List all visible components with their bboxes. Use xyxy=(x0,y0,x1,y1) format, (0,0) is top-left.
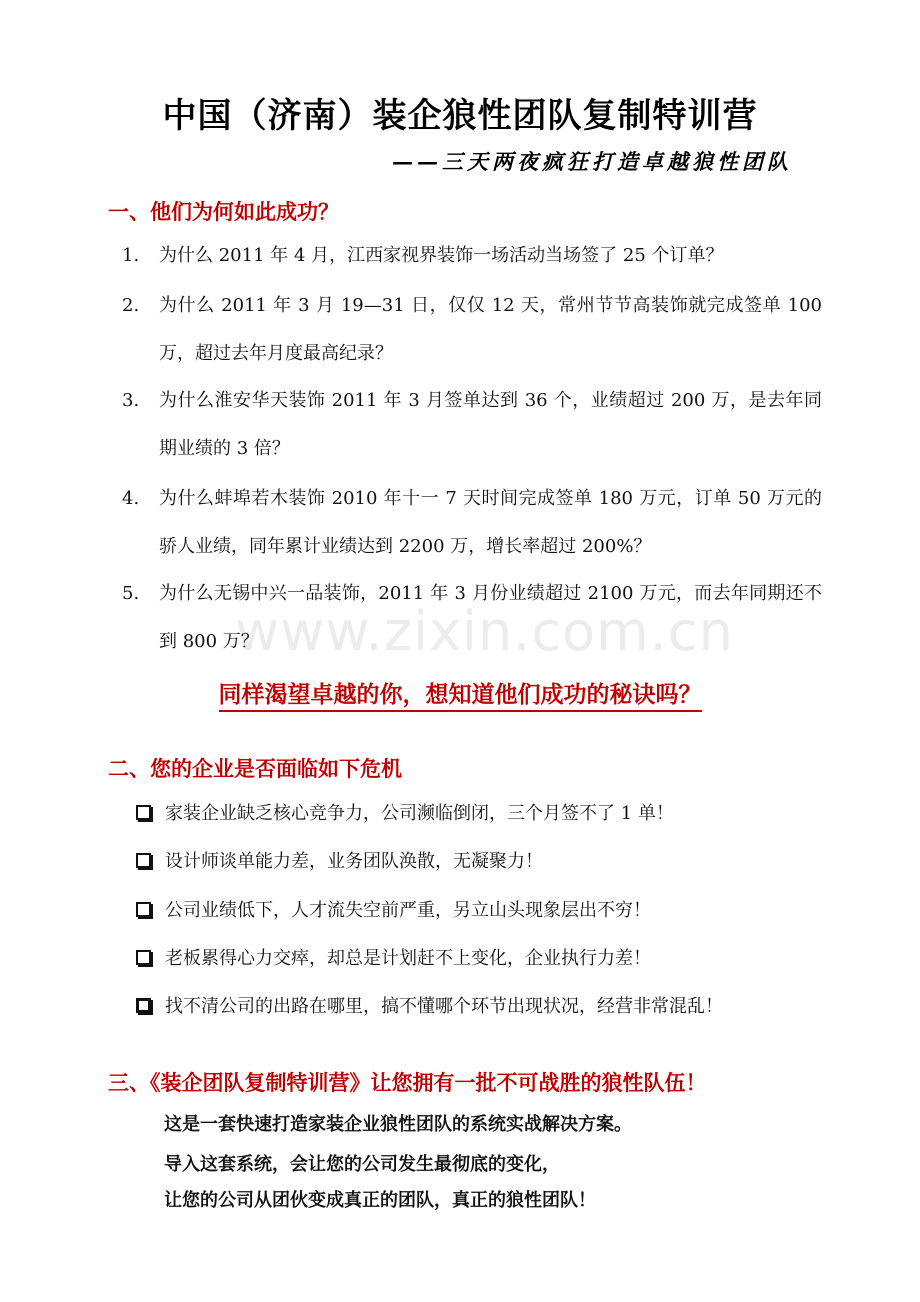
question-text: 为什么无锡中兴一品装饰，2011 年 3 月份业绩超过 2100 万元，而去年同期还不到 800 万？ xyxy=(159,583,822,652)
question-number: 5. xyxy=(122,583,140,604)
question-item-1 xyxy=(122,232,822,280)
closing-line-3: 让您的公司从团伙变成真正的团队，真正的狼性团队！ xyxy=(164,1190,596,1211)
checkbox-icon xyxy=(136,853,151,868)
crisis-text: 公司业绩低下，人才流失空前严重，另立山头现象层出不穷！ xyxy=(165,900,651,921)
highlight-callout xyxy=(0,676,920,709)
question-item-3 xyxy=(122,377,822,473)
section-heading-1: 一、他们为何如此成功？ xyxy=(108,200,339,224)
question-number: 4. xyxy=(122,488,140,509)
closing-line-2: 导入这套系统，会让您的公司发生最彻底的变化， xyxy=(164,1154,560,1175)
closing-line-1: 这是一套快速打造家装企业狼性团队的系统实战解决方案。 xyxy=(164,1114,632,1135)
highlight-text: 同样渴望卓越的你，想知道他们成功的秘诀吗？ xyxy=(219,682,702,712)
question-text: 为什么蚌埠若木装饰 2010 年十一 7 天时间完成签单 180 万元，订单 50 万元的骄人业绩，同年累计业绩达到 2200 万，增长率超过 200%？ xyxy=(159,488,822,557)
crisis-list-item xyxy=(136,896,836,922)
watermark: www.zixin.com.cn xyxy=(235,600,734,663)
question-number: 2. xyxy=(122,295,140,316)
crisis-list-item xyxy=(136,992,836,1018)
question-item-5 xyxy=(122,570,822,666)
crisis-text: 设计师谈单能力差，业务团队涣散，无凝聚力！ xyxy=(165,851,543,872)
section-heading-2: 二、您的企业是否面临如下危机 xyxy=(108,757,402,781)
checkbox-icon xyxy=(136,902,151,917)
checkbox-icon xyxy=(136,805,151,820)
crisis-text: 找不清公司的出路在哪里，搞不懂哪个环节出现状况，经营非常混乱！ xyxy=(165,996,723,1017)
section-heading-3: 三、《装企团队复制特训营》让您拥有一批不可战胜的狼性队伍！ xyxy=(108,1071,707,1095)
question-text: 为什么 2011 年 4 月，江西家视界装饰一场活动当场签了 25 个订单？ xyxy=(159,245,724,266)
question-item-2 xyxy=(122,282,822,378)
question-text: 为什么 2011 年 3 月 19—31 日，仅仅 12 天，常州节节高装饰就完成签单 100 万，超过去年月度最高纪录？ xyxy=(159,295,822,364)
question-number: 1. xyxy=(122,245,140,266)
question-item-4 xyxy=(122,475,822,571)
document-title: 中国（济南）装企狼性团队复制特训营 xyxy=(162,96,758,136)
checkbox-icon xyxy=(136,950,151,965)
crisis-text: 家装企业缺乏核心竞争力，公司濒临倒闭，三个月签不了 1 单！ xyxy=(165,803,674,824)
question-text: 为什么淮安华天装饰 2011 年 3 月签单达到 36 个，业绩超过 200 万，是去年同期业绩的 3 倍？ xyxy=(159,390,822,459)
crisis-list-item xyxy=(136,799,836,825)
document-subtitle: ——三天两夜疯狂打造卓越狼性团队 xyxy=(392,149,792,174)
crisis-text: 老板累得心力交瘁，却总是计划赶不上变化，企业执行力差！ xyxy=(165,948,651,969)
crisis-list-item xyxy=(136,944,836,970)
crisis-list-item xyxy=(136,847,836,873)
question-number: 3. xyxy=(122,390,140,411)
checkbox-icon xyxy=(136,998,151,1013)
